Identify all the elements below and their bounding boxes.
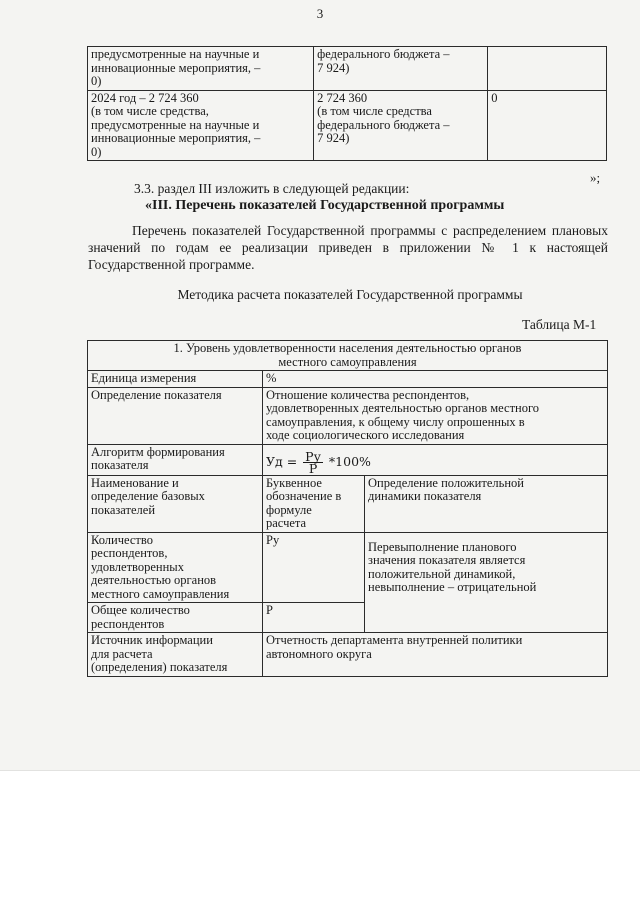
table-cell: Перевыполнение планового значения показателя является положительной динамикой, невыполнение – отрицательной xyxy=(365,532,608,633)
table-cell: Алгоритм формирования показателя xyxy=(88,444,263,475)
table-row xyxy=(88,475,608,532)
table-cell xyxy=(488,47,607,91)
table-cell: Общее количество респондентов xyxy=(88,603,263,633)
quote-end-mark: »; xyxy=(590,170,601,185)
table-row xyxy=(88,633,608,677)
table-cell: % xyxy=(263,371,608,388)
page-number: 3 xyxy=(316,6,324,21)
table-row xyxy=(88,387,608,444)
table-row xyxy=(88,444,608,475)
table-cell: Источник информации для расчета (определения) показателя xyxy=(88,633,263,677)
table-cell: 2 724 360 (в том числе средства федерального бюджета – 7 924) xyxy=(314,90,488,161)
table-cell: предусмотренные на научные и инновационные мероприятия, – 0) xyxy=(88,47,314,91)
table-cell: Единица измерения xyxy=(88,371,263,388)
formula-fraction xyxy=(303,448,323,476)
table-cell: Определение положительной динамики показателя xyxy=(365,475,608,532)
table-row xyxy=(88,341,608,371)
table-id: Таблица М-1 xyxy=(522,317,597,332)
section-heading: «III. Перечень показателей Государственной программы xyxy=(145,198,505,213)
table-cell: 2024 год – 2 724 360 (в том числе средства, предусмотренные на научные и инновационные мероприятия, – 0) xyxy=(88,90,314,161)
table-row xyxy=(88,90,607,161)
paragraph: Перечень показателей Государственной программы с распределением плановых значений по годам ее реализации приведен в приложении № 1 к настоящей Государственной программе. xyxy=(88,223,608,272)
table-cell: Отношение количества респондентов, удовлетворенных деятельностью органов местного самоуправления, к общему числу опрошенных в ходе социологического исследования xyxy=(263,387,608,444)
table-row xyxy=(88,371,608,388)
method-title: Методика расчета показателей Государственной программы xyxy=(177,287,523,302)
indicator-title: 1. Уровень удовлетворенности населения деятельностью органов местного самоуправления xyxy=(88,341,608,371)
formula xyxy=(263,444,608,475)
table-cell: Отчетность департамента внутренней политики автономного округа xyxy=(263,633,608,677)
table-cell: федерального бюджета – 7 924) xyxy=(314,47,488,91)
table-cell: 0 xyxy=(488,90,607,161)
indicator-table xyxy=(87,340,608,677)
table-cell: Определение показателя xyxy=(88,387,263,444)
table-cell: Ру xyxy=(263,532,365,603)
table-row xyxy=(88,532,608,603)
table-row xyxy=(88,47,607,91)
table-cell: Буквенное обозначение в формуле расчета xyxy=(263,475,365,532)
budget-table xyxy=(87,46,607,161)
formula-lhs: Уд = xyxy=(266,453,298,469)
formula-suffix: *100% xyxy=(328,453,371,469)
table-cell: Р xyxy=(263,603,365,633)
table-cell: Наименование и определение базовых показателей xyxy=(88,475,263,532)
table-cell: Количество респондентов, удовлетворенных деятельностью органов местного самоуправления xyxy=(88,532,263,603)
amendment-text: 3.3. раздел III изложить в следующей редакции: xyxy=(134,181,410,196)
formula-numerator: Ру xyxy=(305,448,321,464)
formula-denominator: Р xyxy=(308,460,318,476)
